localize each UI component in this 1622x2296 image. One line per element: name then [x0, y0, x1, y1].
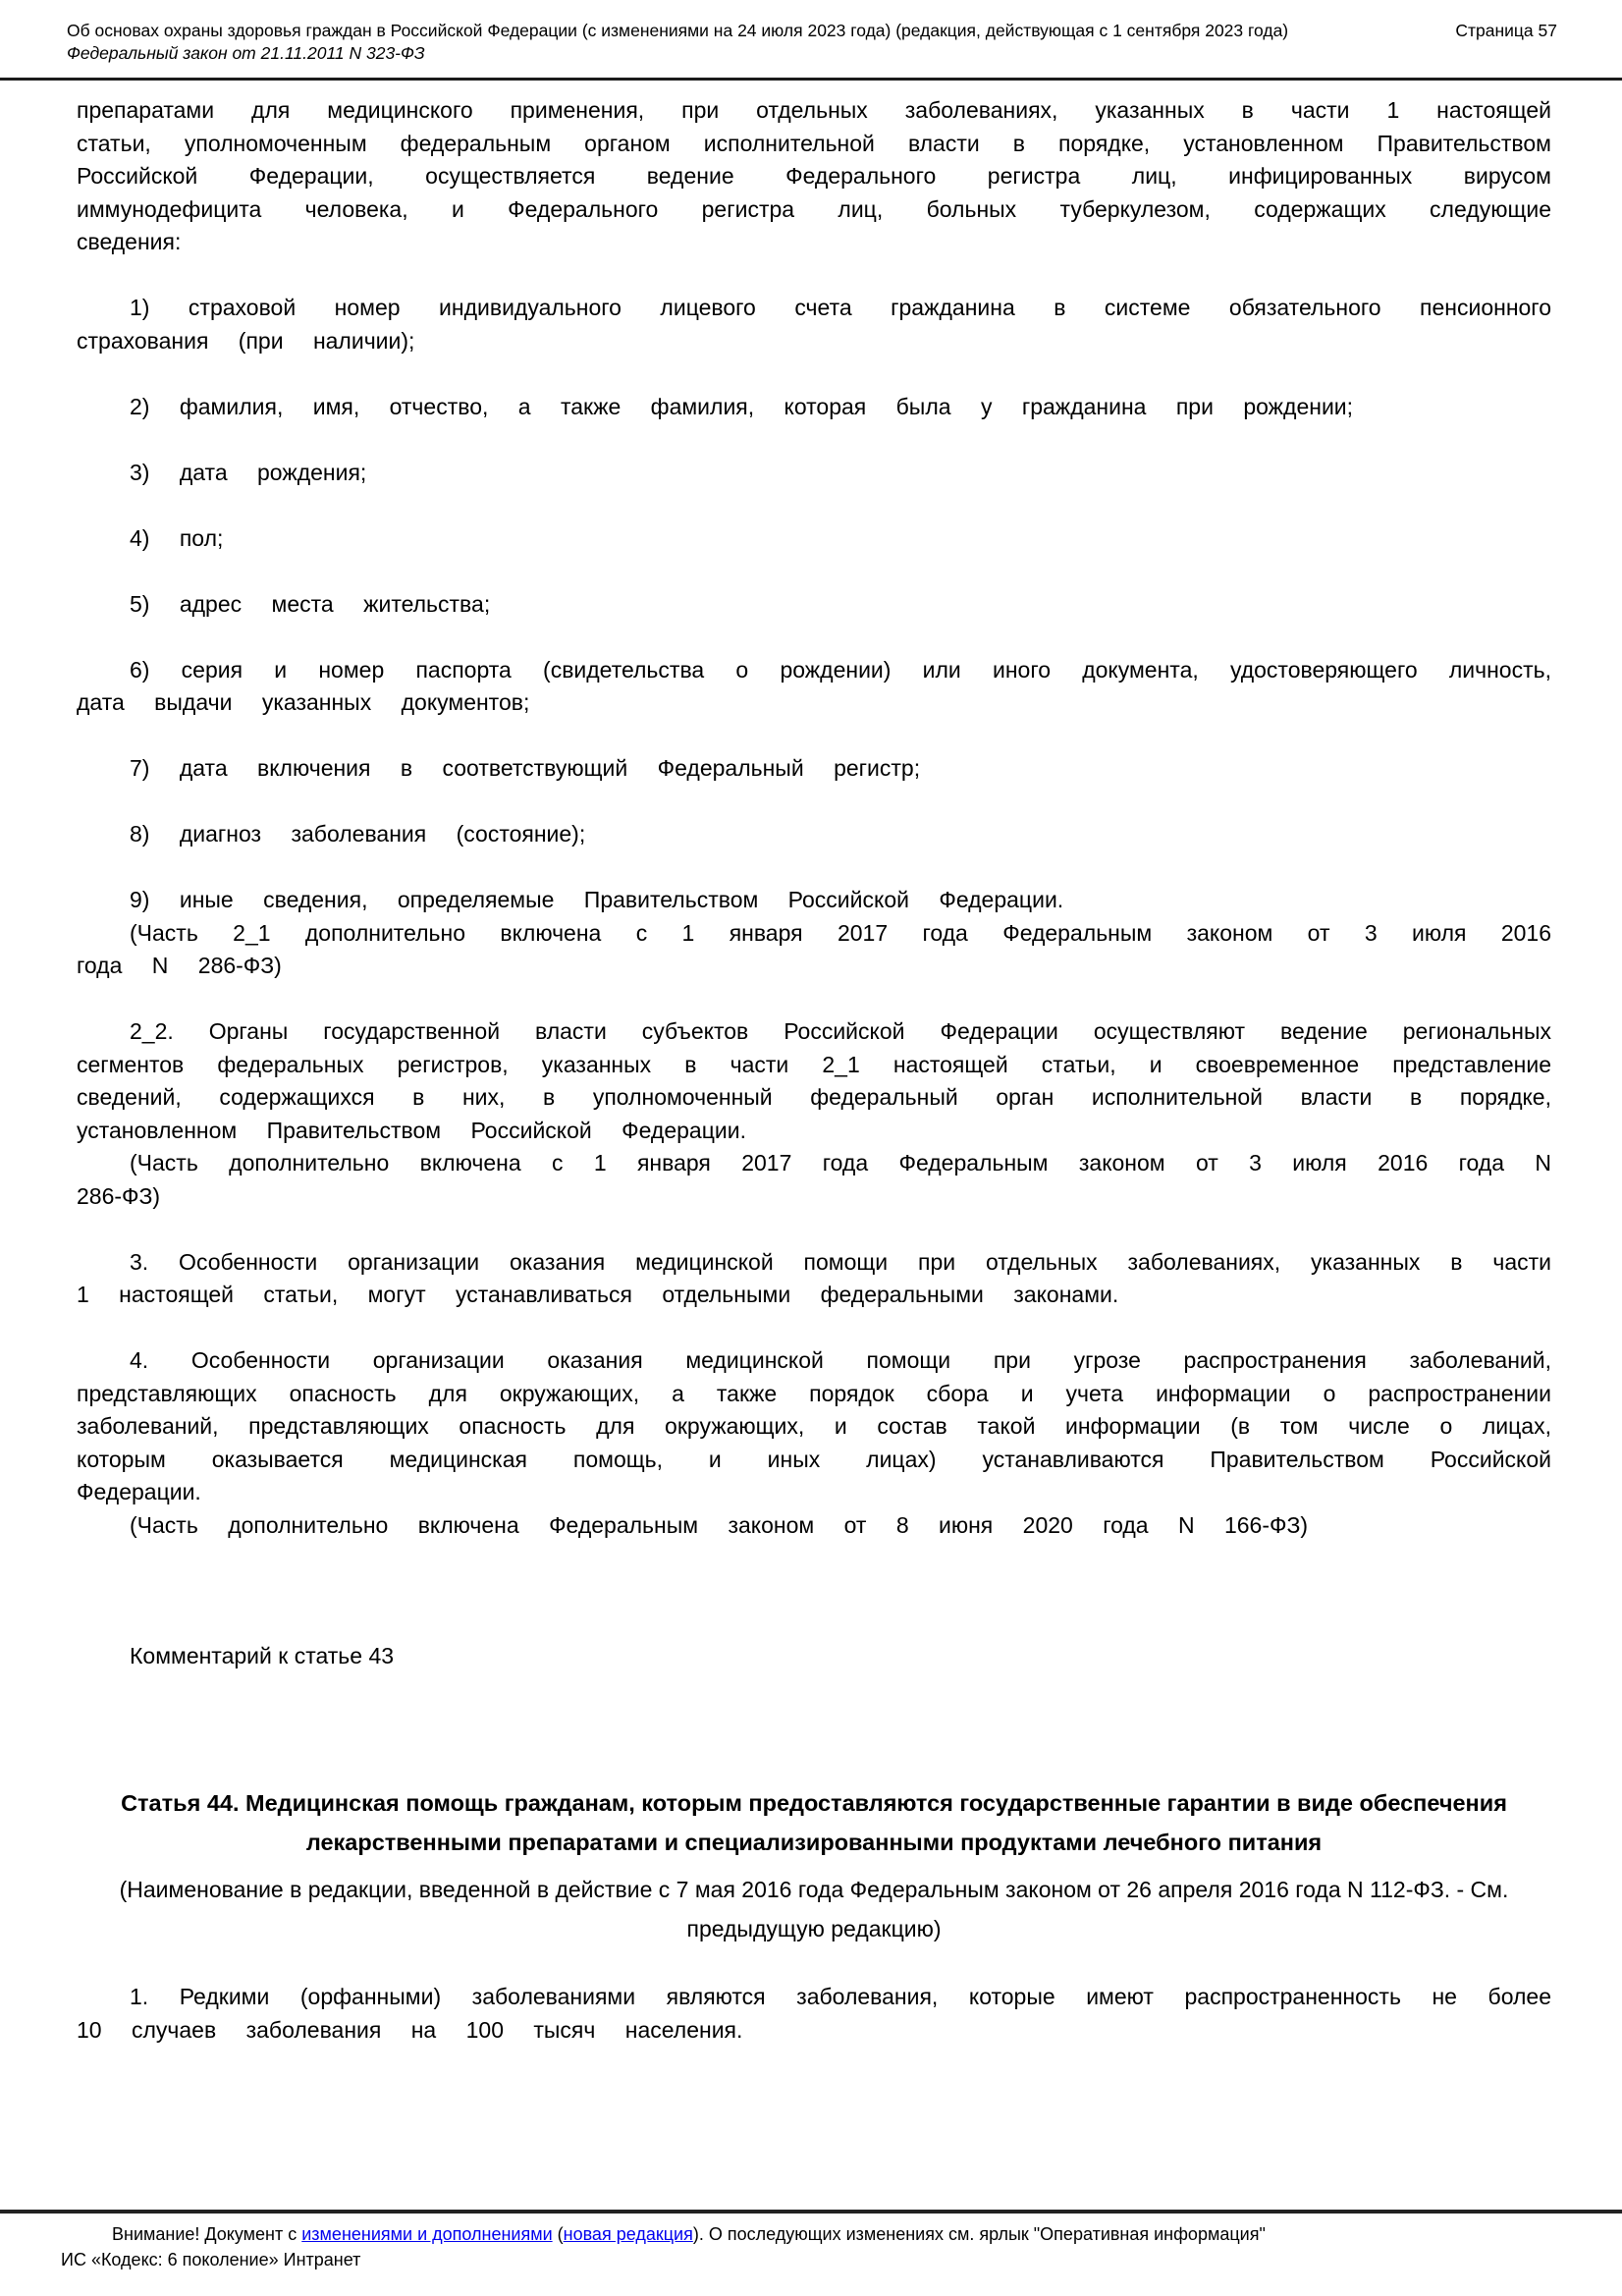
document-footer — [0, 2210, 1622, 2296]
register-item-7: 7) дата включения в соответствующий Федеральный регистр; — [130, 755, 921, 781]
part-3-paragraph: 3. Особенности организации оказания медицинской помощи при отдельных заболеваниях, указанных в части 1 настоящей статьи, могут устанавливаться отдельными федеральными законами. — [77, 1248, 1551, 1307]
part-4-note: (Часть дополнительно включена Федеральным законом от 8 июня 2020 года N 166-ФЗ) — [130, 1511, 1309, 1538]
register-item-3: 3) дата рождения; — [130, 459, 367, 485]
new-edition-link[interactable]: новая редакция — [563, 2224, 693, 2244]
footer-notice-mid: ( — [552, 2224, 564, 2244]
register-item-9: 9) иные сведения, определяемые Правительством Российской Федерации. — [130, 887, 1064, 912]
document-body — [0, 81, 1622, 2047]
register-item-8: 8) диагноз заболевания (состояние); — [130, 821, 586, 847]
article-44-title-note: (Наименование в редакции, введенной в действие с 7 мая 2016 года Федеральным законом от 26 апреля 2016 года N 112-ФЗ. - См. предыдущую редакцию) — [119, 1876, 1509, 1941]
register-item-4: 4) пол; — [130, 524, 224, 551]
comment-to-article-43: Комментарий к статье 43 — [130, 1643, 395, 1668]
footer-notice — [61, 2221, 1563, 2247]
document-header — [0, 0, 1622, 65]
part-4-paragraph: 4. Особенности организации оказания медицинской помощи при угрозе распространения заболеваний, представляющих опасность для окружающих, а также порядок сбора и учета информации о распространении заболеваний, представляющих опасность для окружающих, и состав такой информации (в том числе о лицах, которым оказывается медицинская помощь, и иных лицах) устанавливаются Правительством Российской Федерации. — [77, 1347, 1551, 1504]
continued-paragraph: препаратами для медицинского применения, при отдельных заболеваниях, указанных в части 1 настоящей статьи, уполномоченным федеральным органом исполнительной власти в порядке, установленном Правительством Российской Федерации, осуществляется ведение Федерального регистра лиц, инфицированных вирусом иммунодефицита человека, и Федерального регистра лиц, больных туберкулезом, содержащих следующие сведения: — [77, 97, 1551, 254]
part-2-2-paragraph: 2_2. Органы государственной власти субъектов Российской Федерации осуществляют ведение региональных сегментов федеральных регистров, указанных в части 2_1 настоящей статьи, и своевременное представление сведений, содержащихся в них, в уполномоченный федеральный орган исполнительной власти в порядке, установленном Правительством Российской Федерации. — [77, 1018, 1551, 1143]
register-item-6: 6) серия и номер паспорта (свидетельства о рождении) или иного документа, удостоверяющего личность, дата выдачи указанных документов; — [77, 656, 1551, 715]
amendments-link[interactable]: изменениями и дополнениями — [301, 2224, 553, 2244]
footer-notice-suffix: ). О последующих изменениях см. ярлык "Оперативная информация" — [692, 2224, 1266, 2244]
document-title: Об основах охраны здоровья граждан в Российской Федерации (с изменениями на 24 июля 2023 года) (редакция, действующая с 1 сентября 2023 года) — [67, 21, 1289, 40]
article-44-heading: Статья 44. Медицинская помощь гражданам, которым предоставляются государственные гарантии в виде обеспечения лекарственными препаратами и специализированными продуктами лечебного питания — [121, 1789, 1507, 1855]
document-subtitle: Федеральный закон от 21.11.2011 N 323-ФЗ — [67, 43, 425, 63]
footer-system-label: ИС «Кодекс: 6 поколение» Интранет — [61, 2250, 361, 2269]
register-item-5: 5) адрес места жительства; — [130, 590, 491, 617]
register-item-1: 1) страховой номер индивидуального лицевого счета гражданина в системе обязательного пенсионного страхования (при наличии); — [77, 295, 1551, 354]
register-item-2: 2) фамилия, имя, отчество, а также фамилия, которая была у гражданина при рождении; — [130, 393, 1354, 419]
part-2-1-note: (Часть 2_1 дополнительно включена с 1 января 2017 года Федеральным законом от 3 июля 2016 года N 286-ФЗ) — [77, 919, 1551, 978]
part-2-2-note: (Часть дополнительно включена с 1 января 2017 года Федеральным законом от 3 июля 2016 года N 286-ФЗ) — [77, 1150, 1551, 1209]
page-number: Страница 57 — [1455, 21, 1557, 40]
footer-notice-prefix: Внимание! Документ с — [112, 2224, 302, 2244]
article-44-part-1-paragraph: 1. Редкими (орфанными) заболеваниями являются заболевания, которые имеют распространенность не более 10 случаев заболевания на 100 тысяч населения. — [77, 1984, 1551, 2043]
